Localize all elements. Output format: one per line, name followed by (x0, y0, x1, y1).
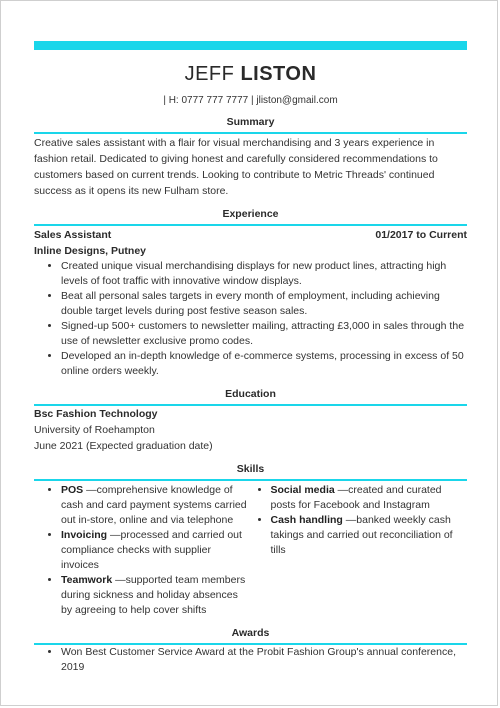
job-title: Sales Assistant (34, 229, 112, 241)
skill-description: —comprehensive knowledge of cash and card payment systems carried out in-store, online and via telephone (61, 484, 247, 526)
list-item (61, 483, 251, 528)
last-name: LISTON (240, 63, 317, 85)
skill-name: POS (61, 484, 84, 496)
skill-name: Social media (270, 484, 335, 496)
list-item: • Developed an in-depth knowledge of e-commerce systems, processing in excess of 50 online orders weekly. (61, 349, 467, 379)
company-name: Inline Designs, Putney (34, 245, 147, 257)
list-item: • Signed-up 500+ customers to newsletter mailing, attracting £3,000 in sales through the use of newsletter exclusive promo codes. (61, 319, 467, 349)
list-item: • Created unique visual merchandising displays for new product lines, attracting high levels of foot traffic with innovative window displays. (61, 259, 467, 289)
education-heading: Education (225, 388, 276, 400)
skills-heading: Skills (236, 463, 265, 475)
header-accent-band (34, 41, 467, 50)
skills-columns (34, 483, 467, 618)
list-item (61, 528, 251, 573)
skill-description: —created and curated posts for Facebook and Instagram (270, 484, 442, 511)
list-item (271, 513, 468, 558)
awards-heading: Awards (231, 627, 270, 639)
skill-name: Teamwork (61, 574, 113, 586)
section-divider (34, 132, 467, 134)
candidate-name (34, 62, 467, 86)
graduation-date: June 2021 (Expected graduation date) (34, 440, 213, 452)
contact-line: | H: 0777 777 7777 | jliston@gmail.com (163, 95, 338, 106)
list-item (271, 483, 468, 513)
job-header (34, 227, 467, 243)
skills-left-list (34, 483, 251, 618)
list-item: • Won Best Customer Service Award at the Probit Fashion Group's annual conference, 2019 (61, 645, 467, 675)
list-item: • Beat all personal sales targets in every month of employment, including achieving double target levels during post festive season sales. (61, 289, 467, 319)
resume-content (34, 57, 467, 675)
skill-description: —supported team members during sickness and holiday absences by agreeing to help cover shifts (61, 574, 246, 616)
skill-description: —banked weekly cash takings and carried out reconciliation of tills (270, 514, 453, 556)
first-name: JEFF (184, 63, 235, 85)
skill-name: Invoicing (61, 529, 108, 541)
school-name: University of Roehampton (34, 424, 155, 436)
section-divider (34, 224, 467, 226)
list-item (61, 573, 251, 618)
summary-heading: Summary (226, 116, 275, 128)
skills-right-list (251, 483, 468, 618)
section-divider (34, 479, 467, 481)
degree-name: Bsc Fashion Technology (34, 408, 158, 420)
skill-name: Cash handling (270, 514, 343, 526)
experience-heading: Experience (222, 208, 279, 220)
skill-description: —processed and carried out compliance checks with supplier invoices (61, 529, 242, 571)
awards-list (34, 645, 467, 675)
job-dates: 01/2017 to Current (375, 229, 467, 241)
experience-bullets (34, 259, 467, 379)
summary-text: Creative sales assistant with a flair for visual merchandising and 3 years experience in fashion retail. Dedicated to giving honest and carefully considered recommendations to customers based on current trends. Looking to contribute to Metric Threads' continued success as it opens its new Fulham store. (34, 137, 438, 197)
